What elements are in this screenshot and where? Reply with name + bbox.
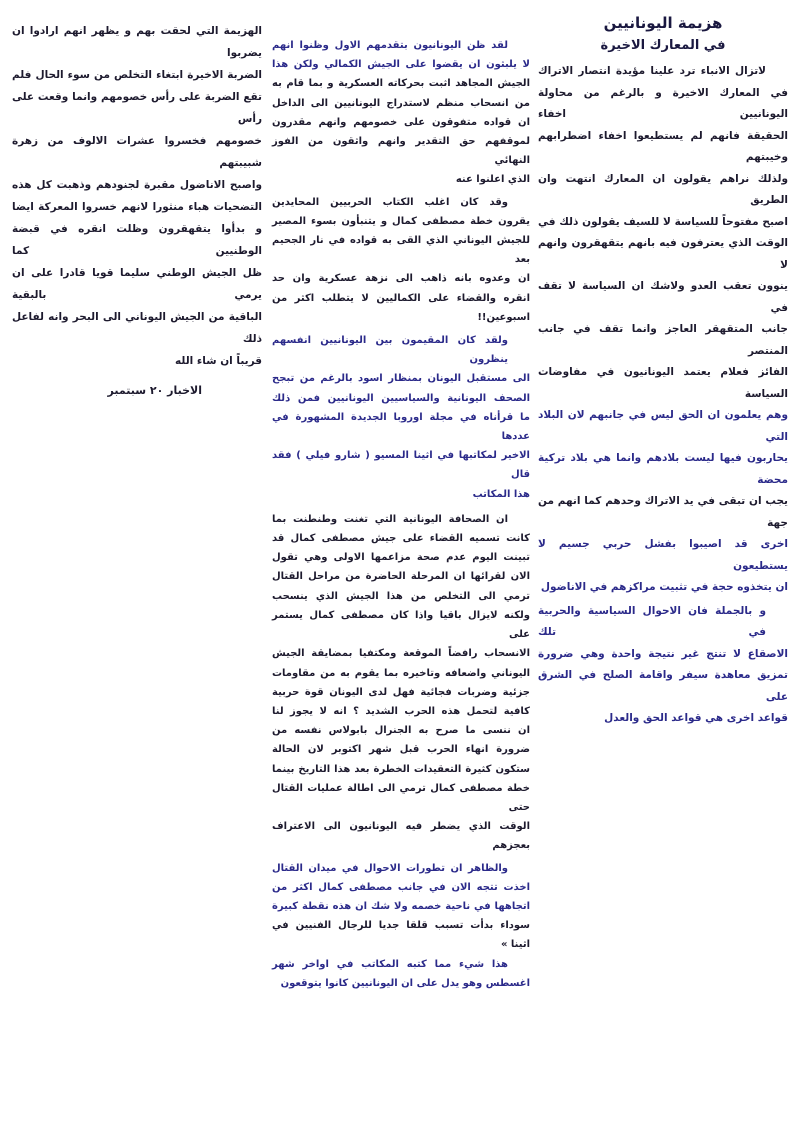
middle-column xyxy=(272,0,530,993)
text-line: وهم يعلمون ان الحق ليس في جانبهم لان البلاد التي xyxy=(538,409,788,443)
text-line: انقره والقضاء على الكماليين لا يتطلب اكثر من xyxy=(272,292,530,304)
text-line: الانسحاب رافضاً الموقعة ومكتفيا بمضايقة الجيش xyxy=(272,648,530,660)
left-column-text xyxy=(12,20,262,372)
text-line: ان ننسى ما صرح به الجنرال بابولاس نفسه من xyxy=(272,725,530,737)
text-line: في المعارك الاخيرة و بالرغم من محاولة اليونانيين اخفاء xyxy=(538,86,788,120)
text-line: الباقية من الجيش اليوناني الى البحر وانه لفاعل ذلك xyxy=(12,311,262,345)
article-title: هزيمة اليونانيين xyxy=(603,14,723,32)
text-line: قواعد اخرى هي قواعد الحق والعدل xyxy=(604,712,788,724)
text-line: الضربة الاخيرة ابتغاء التخلص من سوء الحال فلم xyxy=(12,69,262,81)
text-line: اليوناني واضعافه وتاخيره بما يقوم به من مقاومات xyxy=(272,667,530,679)
text-line: ان قواده متفوقون على خصومهم وانهم مقدرون xyxy=(272,116,530,128)
text-line: ان وعدوه بانه ذاهب الى نزهة عسكرية وان حد xyxy=(272,273,530,285)
text-line: لا يلبثون ان يقضوا على الجيش الكمالي ولكن هذا xyxy=(272,59,530,71)
text-line: ضرورة انهاء الحرب قبل شهر اكتوبر لان الحالة xyxy=(272,744,530,756)
text-line: و بدأوا يتقهقرون وظلت انقره في قبضة الوطنيين كما xyxy=(12,223,262,257)
text-line: الحقيقة فانهم لم يستطيعوا اخفاء اضطرابهم وخيبتهم xyxy=(538,129,788,163)
text-line: لاتزال الانباء ترد علينا مؤيدة انتصار الاتراك xyxy=(538,65,766,77)
text-line: الجيش المجاهد اثبت بحركاته العسكرية و بما قام به xyxy=(272,78,530,90)
text-line: الى مستقبل اليونان بمنظار اسود بالرغم من تبجح xyxy=(272,373,530,385)
text-line: اصبح مفتوحاً للسياسة لا للسيف يقولون ذلك في xyxy=(538,215,788,228)
text-line: جزئية وضربات فجائية فهل لدى اليونان قوة حربية xyxy=(272,686,530,698)
column-top-spacer xyxy=(538,0,788,14)
text-line: كانت تسميه القضاء على جيش مصطفى كمال قد xyxy=(272,533,530,545)
text-line: الفائز فعلام يعتمد اليونانيون في مفاوضات السياسة xyxy=(538,366,788,400)
text-line: اثينا » xyxy=(500,939,530,951)
text-line: الوقت الذي يعترفون فيه بانهم يتقهقرون وانهم لا xyxy=(538,237,788,271)
text-line: تمزيق معاهدة سيفر واقامة الصلح في الشرق على xyxy=(538,669,788,703)
column-top-spacer xyxy=(272,0,530,36)
text-line: ولكنه لايزال باقيا واذا كان مصطفى كمال يستمر على xyxy=(272,609,530,641)
text-line: ولذلك نراهم يقولون ان المعارك انتهت وان الطريق xyxy=(538,172,788,206)
text-line: ما قرأناه في مجلة اوروبا الجديدة المشهورة في عددها xyxy=(272,411,530,443)
text-line: و بالجملة فان الاحوال السياسية والحربية في تلك xyxy=(538,604,766,638)
text-line: قريباً ان شاء الله xyxy=(175,355,262,367)
text-line: اخذت تتجه الان في جانب مصطفى كمال اكثر من xyxy=(272,881,530,893)
column-top-spacer xyxy=(12,0,262,20)
text-line: بعجزهم xyxy=(492,840,530,852)
text-line: جانب المتقهقر العاجز وانما تقف في جانب المنتصر xyxy=(538,323,788,357)
text-line: اغسطس وهو يدل على ان اليونانيين كانوا يتوقعون xyxy=(280,977,530,989)
text-line: ينوون تعقب العدو ولاشك ان السياسة لا تقف في xyxy=(538,280,788,314)
text-line: تقع الضربة على رأس خصومهم وانما وقعت على رأس xyxy=(12,91,262,125)
signature-source-date: الاخبار ٢٠ سبتمبر xyxy=(107,384,202,397)
text-line: الان لقرائها ان المرحلة الحاضرة من مراحل القتال xyxy=(272,571,530,583)
text-line: ترمي الى التخلص من هذا الجيش الذي ينسحب xyxy=(272,590,530,602)
text-line: والظاهر ان تطورات الاحوال في ميدان القتال xyxy=(272,862,508,874)
text-line: واصبح الاناضول مقبرة لجنودهم وذهبت كل هذه xyxy=(12,179,262,191)
text-line: ظل الجيش الوطني سليما قويا قادرا على ان يرمي بالبقية xyxy=(12,267,262,301)
text-line: لقد ظن اليونانيون بتقدمهم الاول وظنوا انهم xyxy=(272,40,508,51)
text-line: ولقد كان المقيمون بين اليونانيين انفسهم ينظرون xyxy=(272,335,508,366)
right-column-text xyxy=(538,61,788,730)
text-line: للجيش اليوناني الذي القى به قواده في نار الجحيم بعد xyxy=(272,235,530,266)
text-line: اسبوعين!! xyxy=(477,311,530,323)
article-subtitle: في المعارك الاخيرة xyxy=(600,38,726,53)
text-line: خطة مصطفى كمال ترمي الى اطالة عمليات القتال حتى xyxy=(272,782,530,813)
text-line: من انسحاب منظم لاستدراج اليونانيين الى الداخل xyxy=(272,97,530,109)
text-line: ان الصحافة اليونانية التي تغنت وطنطنت بما xyxy=(272,513,508,525)
middle-column-text xyxy=(272,36,530,993)
left-column xyxy=(12,0,262,397)
text-line: خصومهم فخسروا عشرات الالوف من زهرة شبيبتهم xyxy=(12,135,262,169)
text-line: سوداء بدأت تسبب قلقا جديا للرجال الفنيين في xyxy=(272,920,530,932)
text-line: لموقفهم حق التقدير وانهم واثقون من الفوز النهائي xyxy=(272,136,530,167)
text-line: اتجاهها في ناحية خصمه ولا شك ان هذه نقطة كبيرة xyxy=(272,900,530,912)
text-line: الذي اعلنوا عنه xyxy=(455,174,530,186)
right-column xyxy=(538,0,788,730)
text-line: كافية لتحمل هذه الحرب الشديد ؟ انه لا يجوز لنا xyxy=(272,705,530,717)
text-line: يقرون خطة مصطفى كمال و يتنبأون بسوء المصير xyxy=(272,215,530,227)
text-line: الاخير لمكاتبها في اثينا المسيو ( شارو فيلي ) فقد قال xyxy=(272,450,530,481)
text-line: يحاربون فيها ليست بلادهم وانما هي بلاد تركية محضة xyxy=(538,452,788,486)
text-line: الصحف اليونانية والسياسيين اليونانيين فمن ذلك xyxy=(272,392,530,404)
text-line: وقد كان اغلب الكتاب الحربيين المحايدين xyxy=(272,196,508,208)
text-line: اخرى قد اصيبوا بفشل حربي جسيم لا يستطيعون xyxy=(538,538,788,572)
text-line: الاصقاع لا تنتج غير نتيجة واحدة وهي ضرورة xyxy=(538,647,788,660)
text-line: الوقت الذي يضطر فيه اليونانيون الى الاعتراف xyxy=(272,821,530,833)
text-line: الهزيمة التي لحقت بهم و يظهر انهم ارادوا ان يضربوا xyxy=(12,25,262,59)
text-line: ستكون كثيرة التعقيدات الخطرة بعد هذا التاريخ بينما xyxy=(272,763,530,775)
text-line: التضحيات هباء منثورا لانهم خسروا المعركة ايضا xyxy=(12,201,262,213)
text-line: هذا المكاتب xyxy=(472,488,530,500)
text-line: تبينت اليوم عدم صحة مزاعمها الاولى وهي تقول xyxy=(272,552,530,564)
text-line: يجب ان تبقى في يد الاتراك وحدهم كما انهم من جهة xyxy=(538,495,788,529)
text-line: هذا شيء مما كتبه المكاتب في اواخر شهر xyxy=(272,958,508,970)
text-line: ان يتخذوه حجة في تثبيت مراكزهم في الاناضول xyxy=(540,581,788,593)
